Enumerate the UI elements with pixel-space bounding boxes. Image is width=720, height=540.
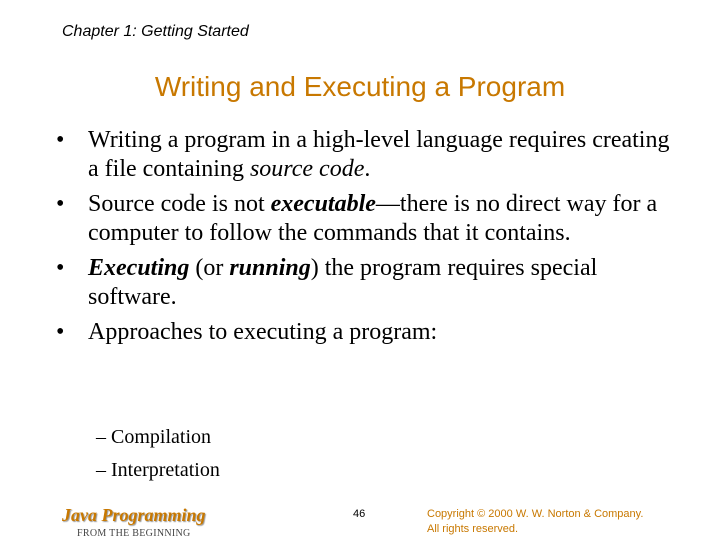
bullet-item <box>56 254 676 312</box>
bullet-item <box>56 318 676 347</box>
slide-title: Writing and Executing a Program <box>154 71 566 102</box>
bullet-text: (or <box>189 255 230 281</box>
bullet-emphasis: source code <box>249 156 365 182</box>
bullet-emphasis: executable <box>270 191 376 217</box>
bullet-item <box>56 126 676 184</box>
bullet-text: Source code is not <box>88 191 271 217</box>
bullet-dot: • <box>56 319 65 345</box>
bullet-item <box>56 190 676 248</box>
bullet-emphasis: Executing <box>88 255 190 281</box>
copyright-line: Copyright © 2000 W. W. Norton & Company. <box>427 508 644 520</box>
copyright-line: All rights reserved. <box>427 523 519 535</box>
chapter-header: Chapter 1: Getting Started <box>62 23 249 40</box>
footer-brand: Java Programming <box>62 505 206 525</box>
bullet-text: ) the program requires special software. <box>88 255 598 310</box>
bullet-text: Writing a program in a high-level language requires creating a file containing <box>88 127 670 182</box>
footer-brand-subtitle: FROM THE BEGINNING <box>77 528 191 539</box>
sub-bullet-list <box>96 421 220 487</box>
sub-bullet-interpretation: – Interpretation <box>96 459 220 481</box>
bullet-emphasis: running <box>229 255 311 281</box>
bullet-dot: • <box>56 127 65 153</box>
bullet-text: Approaches to executing a program: <box>88 319 438 345</box>
bullet-text: . <box>364 156 371 182</box>
sub-bullet-compilation: – Compilation <box>96 426 211 448</box>
bullet-list <box>56 126 676 353</box>
copyright-notice <box>427 507 643 537</box>
bullet-dot: • <box>56 191 65 217</box>
page-number: 46 <box>353 508 366 520</box>
bullet-text: —there is no direct way for a computer to follow the commands that it contains. <box>88 191 658 246</box>
bullet-dot: • <box>56 255 65 281</box>
